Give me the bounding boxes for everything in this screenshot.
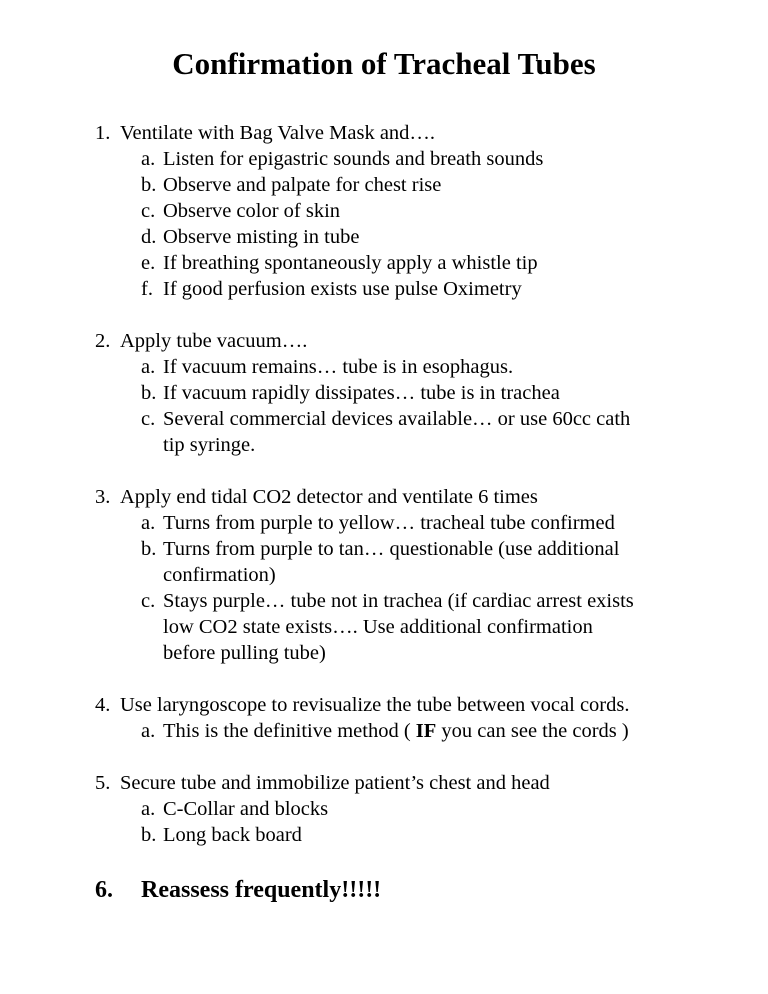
sub-item-text: If breathing spontaneously apply a whistle tip bbox=[163, 252, 538, 274]
sub-item-letter: b. bbox=[141, 174, 157, 196]
sub-item-text: Long back board bbox=[163, 824, 302, 846]
sub-item-letter: a. bbox=[141, 148, 156, 170]
item-text: Ventilate with Bag Valve Mask and…. bbox=[120, 122, 436, 144]
item-text: Secure tube and immobilize patient’s chest and head bbox=[120, 772, 550, 794]
item-number: 5. bbox=[95, 772, 111, 794]
sub-item-letter: c. bbox=[141, 200, 156, 222]
sub-item-text: before pulling tube) bbox=[163, 642, 326, 664]
sub-item-letter: b. bbox=[141, 382, 157, 404]
sub-item-text-post: you can see the cords ) bbox=[436, 720, 629, 742]
sub-item-letter: b. bbox=[141, 538, 157, 560]
sub-item-letter: b. bbox=[141, 824, 157, 846]
sub-item-letter: a. bbox=[141, 356, 156, 378]
sub-item-text: confirmation) bbox=[163, 564, 276, 586]
item-number: 3. bbox=[95, 486, 111, 508]
sub-item-letter: f. bbox=[141, 278, 153, 300]
sub-item-text: tip syringe. bbox=[163, 434, 256, 456]
item-text: Apply end tidal CO2 detector and ventilate 6 times bbox=[120, 486, 538, 508]
item-number: 1. bbox=[95, 122, 111, 144]
sub-item-text-pre: This is the definitive method ( bbox=[163, 720, 416, 742]
final-item-text: Reassess frequently!!!!! bbox=[141, 877, 382, 903]
sub-item-letter: c. bbox=[141, 590, 156, 612]
sub-item-text: Stays purple… tube not in trachea (if cardiac arrest exists bbox=[163, 590, 634, 612]
page-title: Confirmation of Tracheal Tubes bbox=[172, 46, 596, 81]
sub-item-letter: a. bbox=[141, 512, 156, 534]
final-item-number: 6. bbox=[95, 877, 113, 903]
sub-item-letter: e. bbox=[141, 252, 156, 274]
sub-item-text: C-Collar and blocks bbox=[163, 798, 329, 820]
sub-item-text: If vacuum remains… tube is in esophagus. bbox=[163, 356, 514, 378]
sub-item-letter: a. bbox=[141, 720, 156, 742]
sub-item-text: Observe and palpate for chest rise bbox=[163, 174, 442, 196]
item-number: 2. bbox=[95, 330, 111, 352]
sub-item-text: low CO2 state exists…. Use additional confirmation bbox=[163, 616, 593, 638]
sub-item-text: Several commercial devices available… or use 60cc cath bbox=[163, 408, 631, 430]
item-text: Use laryngoscope to revisualize the tube between vocal cords. bbox=[120, 694, 630, 716]
sub-item-text: Listen for epigastric sounds and breath sounds bbox=[163, 148, 544, 170]
sub-item-letter: c. bbox=[141, 408, 156, 430]
item-number: 4. bbox=[95, 694, 111, 716]
sub-item-text: If vacuum rapidly dissipates… tube is in trachea bbox=[163, 382, 560, 404]
emphasis-if: IF bbox=[415, 720, 437, 742]
sub-item-text: Turns from purple to tan… questionable (use additional bbox=[163, 538, 620, 560]
sub-item-text: Turns from purple to yellow… tracheal tube confirmed bbox=[163, 512, 615, 534]
sub-item-text: If good perfusion exists use pulse Oximetry bbox=[163, 278, 522, 300]
sub-item-text bbox=[163, 718, 629, 744]
sub-item-text: Observe misting in tube bbox=[163, 226, 360, 248]
sub-item-text: Observe color of skin bbox=[163, 200, 341, 222]
item-text: Apply tube vacuum…. bbox=[120, 330, 308, 352]
sub-item-letter: d. bbox=[141, 226, 157, 248]
sub-item-letter: a. bbox=[141, 798, 156, 820]
